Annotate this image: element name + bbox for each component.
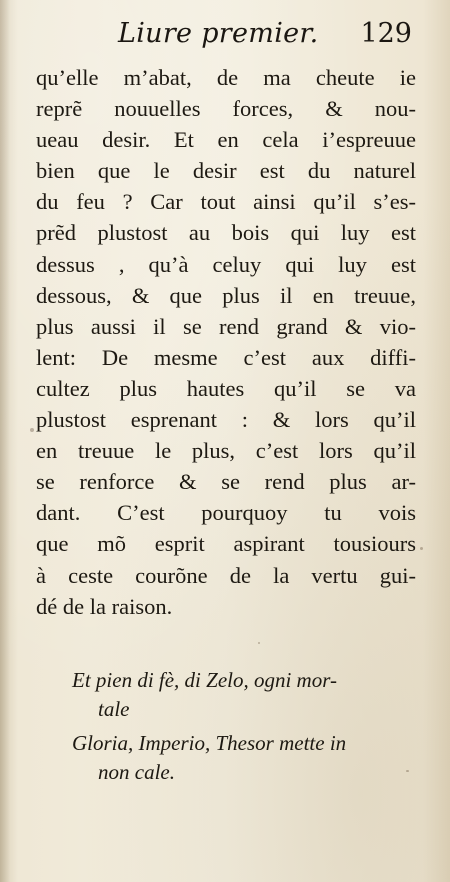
text-line: bien que le desir est du naturel xyxy=(36,158,416,184)
verse-line: non cale. xyxy=(98,760,175,784)
gutter-shadow xyxy=(0,0,10,882)
page-number: 129 xyxy=(360,18,412,49)
text-line: du feu ? Car tout ainsi qu’il s’es- xyxy=(36,189,416,215)
text-line: cultez plus hautes qu’il se va xyxy=(36,375,416,401)
text-line: que mõ esprit aspirant tousiours xyxy=(36,531,416,557)
verse-line: Gloria, Imperio, Thesor mette in xyxy=(72,731,347,755)
text-line: dé de la raison. xyxy=(36,593,173,619)
text-line: ueau desir. Et en cela i’espreuue xyxy=(36,127,416,153)
verse-quotation xyxy=(72,666,422,787)
paper-speck xyxy=(420,547,423,550)
page-header xyxy=(0,14,450,56)
text-line: en treuue le plus, c’est lors qu’il xyxy=(36,438,416,464)
text-line: dessus , qu’à celuy qui luy est xyxy=(36,251,416,277)
paper-speck xyxy=(406,770,409,772)
verse-line: Et pien di fè, di Zelo, ogni mor- xyxy=(72,668,337,692)
text-line: dessous, & que plus il en treuue, xyxy=(36,282,416,308)
paper-speck xyxy=(30,428,34,432)
text-line: se renforce & se rend plus ar- xyxy=(36,469,416,495)
body-text xyxy=(36,62,426,622)
text-line: plus aussi il se rend grand & vio- xyxy=(36,313,416,339)
text-line: plustost esprenant : & lors qu’il xyxy=(36,407,416,433)
running-title: Liure premier. xyxy=(118,18,319,49)
text-line: lent: De mesme c’est aux diffi- xyxy=(36,344,416,370)
text-line: dant. C’est pourquoy tu vois xyxy=(36,500,416,526)
text-line: reprẽ nouuelles forces, & nou- xyxy=(36,96,416,122)
verse-line: tale xyxy=(98,697,130,721)
text-line: qu’elle m’abat, de ma cheute ie xyxy=(36,65,416,90)
paper-speck xyxy=(258,642,260,644)
text-line: prẽd plustost au bois qui luy est xyxy=(36,220,416,246)
text-line: à ceste courõne de la vertu gui- xyxy=(36,562,416,588)
